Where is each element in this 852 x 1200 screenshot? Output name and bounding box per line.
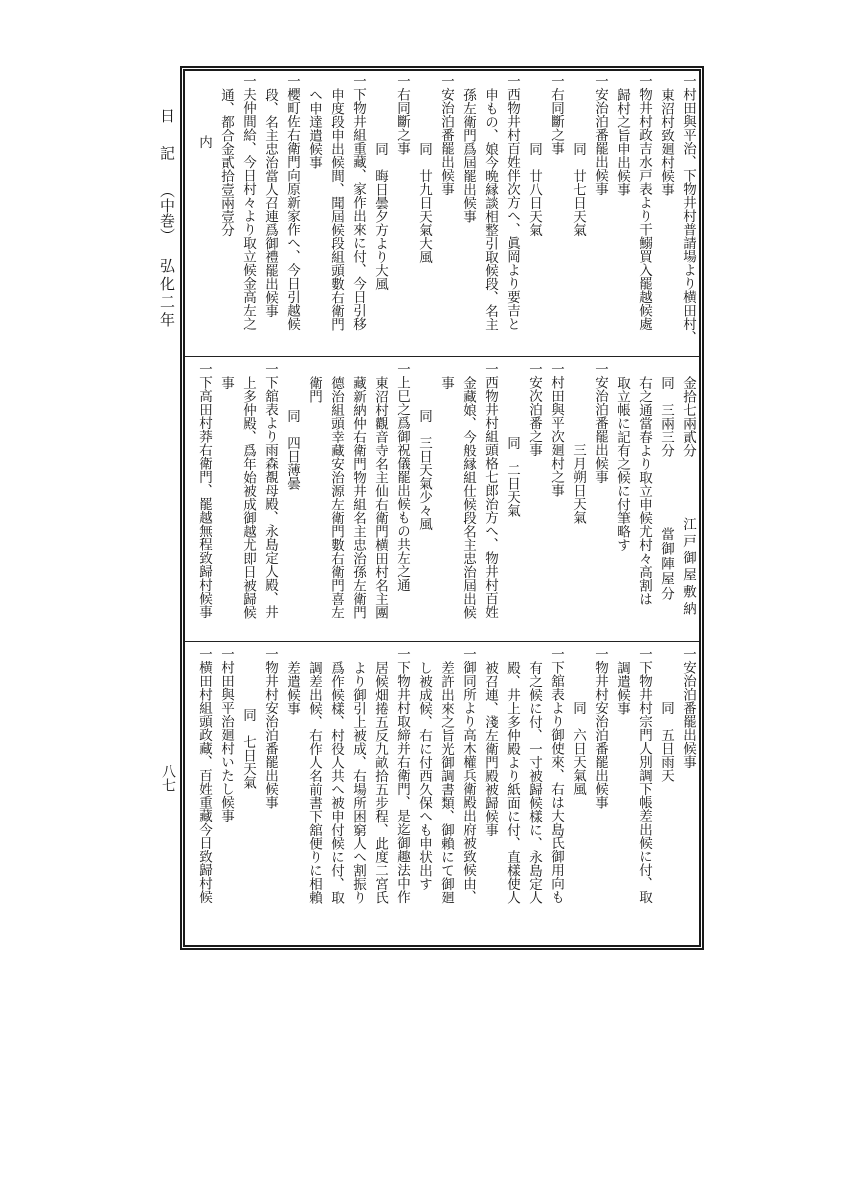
running-head: [157, 108, 177, 330]
entry-line: 一安次泊番之事: [526, 362, 542, 457]
allotment-line: [655, 362, 677, 641]
entry-line: 一村田與平治廻村いたし候事: [218, 647, 234, 823]
date-line: 同 廿九日天氣大風: [416, 141, 432, 263]
continuation-line: 歸村之旨申出候事: [614, 87, 630, 196]
continuation-line: 事: [218, 375, 234, 389]
entry-line: 一下舘表より御使來、右は大島氏御用向も: [548, 647, 564, 904]
continuation-line: 段、名主忠治當人召連爲御禮罷出候事: [262, 87, 278, 317]
continuation-line: 德治組頭幸藏安治源左衛門數右衛門喜左: [328, 375, 344, 619]
entry-line: 一下高田村莽右衛門、罷越無程致歸村候事: [196, 362, 212, 619]
continuation-line: 殿、井上多仲殿より紙面に付、直樣使人: [504, 660, 520, 904]
entry-line: 一上巳之爲御祝儀罷出候もの共左之通: [394, 362, 410, 592]
entry-line: 一夫仲間給、今日村々より取立候金高左之: [240, 74, 256, 331]
entry-line: 一櫻町佐右衛門向原新家作へ、今日引越候: [284, 74, 300, 331]
date-line: 三月朔日天氣: [570, 443, 586, 524]
note-line: 内: [196, 134, 212, 149]
allotment-payee: 江戸御屋敷納: [680, 517, 696, 619]
continuation-line: 事: [438, 375, 454, 389]
entry-line: 一物井村政吉水戸表より干鰯買入罷越候處: [636, 74, 652, 331]
continuation-line: 右之通當春より取立申候尤村々高割は: [636, 375, 652, 605]
entry-line: 一村田與平治、下物井村普請場より横田村、: [680, 74, 696, 344]
continuation-line: 申度段申出候間、聞屆候段組頭數右衛門: [328, 87, 344, 331]
header-volume: （中巻）: [158, 183, 176, 243]
band-middle: [185, 357, 699, 642]
date-line: 同 七日天氣: [240, 707, 256, 789]
continuation-line: 調遣候事: [614, 660, 630, 715]
continuation-line: へ申達遣候事: [306, 87, 322, 169]
entry-line: 一安治泊番罷出候事: [592, 74, 608, 196]
continuation-line: 有之候に付、一寸被歸候樣に、永島定人: [526, 660, 542, 904]
entry-line: 一下物井村取締并右衛門、是迄御趣法中作: [394, 647, 410, 904]
date-line: 同 六日天氣風: [570, 701, 586, 796]
entry-line: 一安治泊番罷出候事: [592, 362, 608, 484]
band-top: [185, 71, 699, 357]
continuation-line: 被召連、淺左衛門殿被歸候事: [482, 660, 498, 836]
header-title: 日記: [158, 108, 176, 183]
continuation-line: 差遣候事: [284, 660, 300, 715]
page-number: 八七: [160, 764, 176, 792]
continuation-line: 居候畑捲五反九畝拾五步程、此度二宮氏: [372, 660, 388, 904]
continuation-line: 東沼村觀音寺名主仙右衛門横田村名主團: [372, 375, 388, 619]
continuation-line: 東沼村致廻村候事: [658, 87, 674, 196]
entry-line: 一物井村安治泊番罷出候事: [262, 647, 278, 809]
text-frame: [180, 66, 704, 950]
continuation-line: より御引上被成、右場所困窮人へ割振り: [350, 660, 366, 904]
entry-line: 一右同斷之事: [548, 74, 564, 155]
continuation-line: 藏新納仲右衛門物井組名主忠治孫左衛門: [350, 375, 366, 619]
header-year: 弘化二年: [158, 258, 176, 330]
allotment-payee: 當御陣屋分: [658, 526, 674, 601]
continuation-line: し被成候、右に付西久保へも申状出す: [416, 660, 432, 890]
entry-line: 一下物井村宗門人別調下帳差出候に付、取: [636, 647, 652, 904]
date-line: 同 晦日曇夕方より大風: [372, 141, 388, 290]
continuation-line: 衛門: [306, 375, 322, 403]
continuation-line: 孫左衛門爲屆罷出候事: [460, 87, 476, 223]
entry-line: 一西物井村百姓伴次方へ、眞岡より要吉と: [504, 74, 520, 331]
date-line: 同 二日天氣: [504, 436, 520, 518]
entry-line: 一横田村組頭政藏、百姓重藏今日致歸村候: [196, 647, 212, 904]
continuation-line: 調差出候、右作人名前書下舘便りに相賴: [306, 660, 322, 904]
continuation-line: 金藏娘、今般縁組仕候段名主忠治屆出候: [460, 375, 476, 619]
allotment-line: [677, 362, 699, 641]
entry-line: 一御同所より高木權兵衛殿出府被致候由、: [460, 647, 476, 904]
entry-line: 一安治泊番罷出候事: [680, 647, 696, 769]
entry-line: 一物井村安治泊番罷出候事: [592, 647, 608, 809]
date-line: 同 五日雨天: [658, 701, 674, 782]
date-line: 同 廿八日天氣: [526, 141, 542, 236]
date-line: 同 四日薄曇: [284, 409, 300, 491]
entry-line: 一右同斷之事: [394, 74, 410, 155]
entry-line: 一下舘表より雨森覩母殿、永島定人殿、井: [262, 362, 278, 619]
continuation-line: 上多仲殿、爲年始被成御越尤即日被歸候: [240, 375, 256, 619]
allotment-amount: 同 三兩三分: [658, 375, 674, 457]
allotment-amount: 金拾七兩貳分: [680, 375, 696, 457]
continuation-line: 取立帳に記有之候に付筆略す: [614, 375, 630, 551]
entry-line: 一下物井組重藏、家作出來に付、今日引移: [350, 74, 366, 331]
entry-line: 一安治泊番罷出候事: [438, 74, 454, 196]
continuation-line: 通、都合金貳拾壹兩壹分: [218, 87, 234, 236]
date-line: 同 廿七日天氣: [570, 141, 586, 236]
continuation-line: 申もの、娘今晩縁談相整引取候段、名主: [482, 87, 498, 331]
continuation-line: 爲作候樣、村役人共へ被申付候に付、取: [328, 660, 344, 904]
date-line: 同 三日天氣少々風: [416, 409, 432, 531]
continuation-line: 差許出來之旨光御調書類、御賴にて御廻: [438, 660, 454, 904]
band-bottom: [185, 642, 699, 945]
entry-line: 一村田與平次廻村之事: [548, 362, 564, 497]
entry-line: 一西物井村組頭格七郎治方へ、物井村百姓: [482, 362, 498, 619]
